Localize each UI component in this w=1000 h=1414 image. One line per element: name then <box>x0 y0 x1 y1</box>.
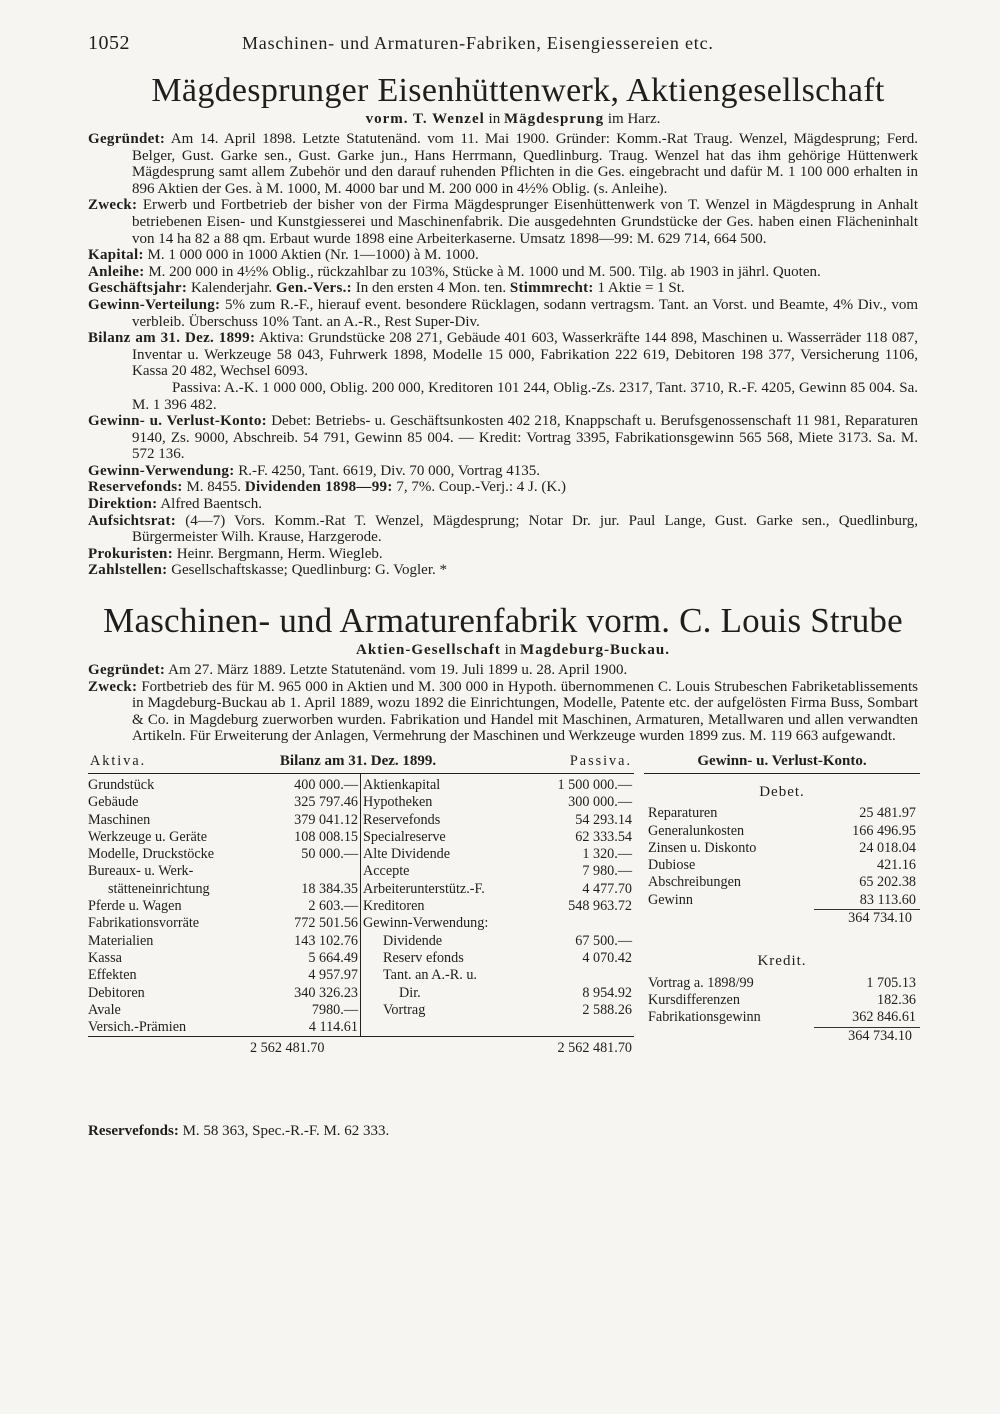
running-head <box>88 32 918 62</box>
company2-entries <box>88 662 918 745</box>
aktiva-row <box>88 881 358 898</box>
entry-label: Geschäftsjahr: <box>88 280 188 297</box>
entry-text: Heinr. Bergmann, Herm. Wiegleb. <box>176 545 383 562</box>
aktiva-row <box>88 794 358 811</box>
row-label: Kursdifferenzen <box>648 991 740 1008</box>
row-label: Accepte <box>363 863 410 880</box>
entry-label: Gewinn-Verteilung: <box>88 296 221 313</box>
entry-label: Zweck: <box>88 197 138 214</box>
row-amount: 362 846.61 <box>852 1009 916 1026</box>
passiva-row <box>363 777 632 794</box>
debet-rows <box>644 805 920 909</box>
row-label: Tant. an A.-R. u. <box>383 967 477 984</box>
row-amount: 62 333.54 <box>575 828 632 845</box>
row-label: Fabrikationsgewinn <box>648 1009 761 1026</box>
entry-text: In den ersten 4 Mon. ten. <box>355 280 507 297</box>
entry-label: Gewinn- u. Verlust-Konto: <box>88 413 267 430</box>
passiva-column <box>361 774 634 1036</box>
row-amount: 4 114.61 <box>308 1019 358 1036</box>
row-label: Materialien <box>88 932 154 949</box>
profit-loss-account <box>644 753 920 1045</box>
row-label: Kassa <box>88 949 122 966</box>
aktiva-row <box>88 777 358 794</box>
entry-text: Fortbetrieb des für M. 965 000 in Aktien und M. 300 000 in Hypoth. übernommenen C. Louis Strubeschen Fabriketablissements in Magdeburg-Buckau ab 1. April 1889, wozu 1892 die Einrichtungen, Modelle, Patente etc. der aufgelösten Firma Buss, Sombart & Co. in Magdeburg zuerworben wurden. Fabrikation und Handel mit Maschinen, Armaturen, Metallwaren und allen verwandten Artikeln. Für Erweiterung der Anlagen, Vermehrung der Maschinen und Werkzeuge wurden 1899 zus. M. 119 663 aufgewandt. <box>132 678 919 745</box>
row-amount: 25 481.97 <box>859 805 916 822</box>
row-label: Dividende <box>383 932 443 949</box>
company2-form: Aktien-Gesellschaft <box>356 642 501 659</box>
aktiva-row <box>88 863 358 880</box>
debet-total: 364 734.10 <box>814 909 920 927</box>
entry-label: Dividenden 1898—99: <box>244 479 393 496</box>
passiva-label: Passiva. <box>569 753 632 769</box>
row-label: Alte Dividende <box>363 846 451 863</box>
row-label: Bureaux- u. Werk- <box>88 863 194 880</box>
page-number: 1052 <box>88 32 130 54</box>
entry <box>88 562 918 579</box>
aktiva-row <box>88 985 358 1002</box>
balance-body <box>88 774 634 1037</box>
kredit-rows <box>644 975 920 1027</box>
row-label: Dubiose <box>648 857 696 874</box>
row-amount: 548 963.72 <box>568 898 632 915</box>
passiva-row <box>363 829 632 846</box>
row-amount: 2 603.— <box>308 898 358 915</box>
entry-label: Prokuristen: <box>88 545 173 562</box>
company1-former-name: vorm. T. Wenzel <box>365 111 485 127</box>
entry-text: 5% zum R.-F., hierauf event. besondere Rücklagen, sodann vertragsm. Tant. an Vorst. und Beamte, 4% Div., vom verbleib. Überschuss 10% Tant. an A.-R., Rest Super-Div. <box>132 296 918 330</box>
financial-tables <box>88 753 918 1113</box>
aktiva-row <box>88 1019 358 1036</box>
row-label: Effekten <box>88 967 137 984</box>
aktiva-row <box>88 1002 358 1019</box>
company1-title: Mägdesprunger Eisenhüttenwerk, Aktiengesellschaft <box>151 72 885 109</box>
balance-header <box>88 753 634 774</box>
entry-text: Gesellschaftskasse; Quedlinburg: G. Vogler. * <box>171 562 447 579</box>
kredit-label: Kredit. <box>757 953 807 970</box>
debet-row <box>644 840 920 857</box>
row-amount: 54 293.14 <box>575 811 632 828</box>
entry <box>88 463 918 480</box>
entry-label: Stimmrecht: <box>509 280 594 297</box>
debet-row <box>644 805 920 822</box>
row-label: Modelle, Druckstöcke <box>88 846 215 863</box>
entry <box>88 496 918 513</box>
passiva-row <box>363 1002 632 1019</box>
row-label: stätteneinrichtung <box>108 880 210 897</box>
reservefonds-label: Reservefonds: <box>88 1123 179 1139</box>
entry <box>88 247 918 264</box>
passiva-row <box>363 950 632 967</box>
kredit-total: 364 734.10 <box>814 1027 920 1045</box>
row-amount: 83 113.60 <box>859 891 916 908</box>
row-label: Pferde u. Wagen <box>88 898 182 915</box>
kredit-row <box>644 1009 920 1026</box>
row-amount: 18 384.35 <box>301 880 358 897</box>
row-amount: 143 102.76 <box>294 932 358 949</box>
company1-in: in <box>488 111 501 127</box>
row-amount: 5 664.49 <box>308 949 358 966</box>
debet-row <box>644 857 920 874</box>
passiva-total: 2 562 481.70 <box>557 1039 632 1056</box>
row-amount: 4 477.70 <box>582 880 632 897</box>
guv-title: Gewinn- u. Verlust-Konto. <box>644 753 920 774</box>
entry <box>88 380 918 413</box>
row-amount: 67 500.— <box>575 932 632 949</box>
kredit-row <box>644 992 920 1009</box>
row-label: Generalunkosten <box>648 822 745 839</box>
company2-place: Magdeburg-Buckau. <box>520 642 670 659</box>
running-title: Maschinen- und Armaturen-Fabriken, Eisengiessereien etc. <box>242 33 714 53</box>
entry-text: (4—7) Vors. Komm.-Rat T. Wenzel, Mägdesprung; Notar Dr. jur. Paul Lange, Gust. Garke sen., Quedlinburg, Bürgermeister Wilh. Krause, Harzgerode. <box>132 512 919 546</box>
debet-row <box>644 892 920 909</box>
aktiva-row <box>88 933 358 950</box>
passiva-row <box>363 933 632 950</box>
passiva-row <box>363 846 632 863</box>
row-label: Kreditoren <box>363 898 425 915</box>
debet-label: Debet. <box>759 784 805 800</box>
aktiva-row <box>88 950 358 967</box>
row-label: Fabrikationsvorräte <box>88 915 200 932</box>
row-label: Gewinn <box>648 891 693 908</box>
passiva-row <box>363 794 632 811</box>
row-label: Abschreibungen <box>648 874 741 891</box>
row-label: Arbeiterunterstütz.-F. <box>363 880 485 897</box>
row-amount: 4 070.42 <box>582 949 632 966</box>
entry-text: Alfred Baentsch. <box>160 496 262 513</box>
balance-title: Bilanz am 31. Dez. 1899. <box>279 753 437 769</box>
company2-title: Maschinen- und Armaturenfabrik vorm. C. Louis Strube <box>103 601 903 641</box>
row-label: Grundstück <box>88 777 155 793</box>
aktiva-total: 2 562 481.70 <box>250 1039 325 1056</box>
entry-text: Erwerb und Fortbetrieb der bisher von der Firma Mägdesprunger Eisenhüttenwerk von T. Wenzel in Mägdesprung in Anhalt betriebenen Eisen- und Kunstgiesserei und Maschinenfabrik. Die ausgedehnten Grundstücke der Ges. haben einen Flächeninhalt von 14 ha 82 a 88 qm. Erbaut wurde 1898 eine Arbeiterkaserne. Umsatz 1898—99: M. 629 714, 664 500. <box>132 197 919 247</box>
row-amount: 1 705.13 <box>866 974 916 991</box>
row-amount: 325 797.46 <box>294 794 358 811</box>
row-amount: 1 320.— <box>582 846 632 863</box>
entry-label: Anleihe: <box>88 263 145 280</box>
debet-row <box>644 874 920 891</box>
row-amount: 24 018.04 <box>859 839 916 856</box>
row-label: Vortrag a. 1898/99 <box>648 974 754 991</box>
row-amount: 400 000.— <box>294 777 358 793</box>
entry-text: Am 27. März 1889. Letzte Statutenänd. vom 19. Juli 1899 u. 28. April 1900. <box>168 662 628 679</box>
row-label: Reservefonds <box>363 811 441 828</box>
row-label: Debitoren <box>88 984 145 1001</box>
row-amount: 4 957.97 <box>308 967 358 984</box>
entry-label: Direktion: <box>88 496 158 513</box>
entry-label: Gen.-Vers.: <box>275 280 352 297</box>
aktiva-column <box>88 774 361 1036</box>
row-label: Maschinen <box>88 811 151 828</box>
entry <box>88 546 918 563</box>
company1-region: im Harz. <box>607 111 661 127</box>
passiva-row <box>363 898 632 915</box>
company2-in: in <box>504 642 517 659</box>
row-amount: 421.16 <box>876 857 916 874</box>
row-amount: 108 008.15 <box>294 828 358 845</box>
entry-label: Gegründet: <box>88 662 166 679</box>
balance-sheet <box>88 753 634 1059</box>
entry-label: Gegründet: <box>88 131 166 147</box>
company1-subtitle <box>108 110 918 129</box>
row-amount: 7 980.— <box>582 863 632 880</box>
row-amount: 300 000.— <box>568 794 632 811</box>
entry <box>88 264 918 281</box>
passiva-row <box>363 915 632 932</box>
entry-text: M. 200 000 in 4½% Oblig., rückzahlbar zu 103%, Stücke à M. 1000 und M. 500. Tilg. ab 1903 in jährl. Quoten. <box>148 263 821 280</box>
entry <box>88 513 918 546</box>
entry <box>88 297 918 330</box>
entry <box>88 679 918 745</box>
row-amount: 182.36 <box>876 991 916 1008</box>
entry <box>88 131 918 197</box>
row-label: Versich.-Prämien <box>88 1019 187 1036</box>
row-label: Hypotheken <box>363 794 433 811</box>
row-label: Werkzeuge u. Geräte <box>88 828 207 845</box>
row-label: Specialreserve <box>363 828 446 845</box>
row-label: Dir. <box>399 984 421 1001</box>
entry-text: 7, 7%. Coup.-Verj.: 4 J. (K.) <box>396 479 566 496</box>
row-label: Vortrag <box>383 1001 426 1018</box>
entry-label: Zweck: <box>88 678 138 695</box>
entry-label: Zahlstellen: <box>88 562 168 579</box>
entry-label: Reservefonds: <box>88 479 183 496</box>
entry-text: R.-F. 4250, Tant. 6619, Div. 70 000, Vortrag 4135. <box>238 462 541 479</box>
entry-label: Gewinn-Verwendung: <box>88 462 235 479</box>
entry-text: Kalenderjahr. <box>190 280 273 297</box>
company1-entries <box>88 131 918 579</box>
aktiva-row <box>88 915 358 932</box>
entry-label: Aufsichtsrat: <box>88 512 177 529</box>
row-amount: 166 496.95 <box>852 822 916 839</box>
company2-subtitle <box>108 641 918 660</box>
entry-text: Am 14. April 1898. Letzte Statutenänd. vom 11. Mai 1900. Gründer: Komm.-Rat Traug. Wenzel, Mägdesprung; Ferd. Belger, Gust. Garke sen., Gust. Garke jun., Hans Herrmann, Quedlinburg. Traug. Wenzel hat das ihm gehörige Hüttenwerk Mägdesprung samt allem Zubehör und den darauf ruhenden Pflichten in die Ges. eingebracht und dafür M. 1 100 000 erhalten in 896 Aktien der Ges. à M. 1000, M. 4000 bar und M. 200 000 in 4½% Oblig. (s. Anleihe). <box>132 131 918 197</box>
row-amount: 50 000.— <box>301 846 358 863</box>
row-amount: 1 500 000.— <box>557 777 632 793</box>
aktiva-row <box>88 812 358 829</box>
row-amount: 8 954.92 <box>582 984 632 1001</box>
aktiva-row <box>88 846 358 863</box>
row-label: Reparaturen <box>648 805 718 822</box>
reservefonds-note <box>88 1123 918 1140</box>
row-amount: 65 202.38 <box>859 874 916 891</box>
company1-place: Mägdesprung <box>503 111 605 127</box>
reservefonds-text: M. 58 363, Spec.-R.-F. M. 62 333. <box>182 1123 390 1139</box>
row-label: Zinsen u. Diskonto <box>648 839 757 856</box>
passiva-row <box>363 881 632 898</box>
passiva-row <box>363 967 632 984</box>
aktiva-row <box>88 898 358 915</box>
entry <box>88 662 918 679</box>
entry-text: Aktiva: Grundstücke 208 271, Gebäude 401 603, Wasserkräfte 144 898, Maschinen u. Wasserräder 118 087, Inventar u. Werkzeuge 58 043, Fuhrwerk 1898, Modelle 15 000, Fabrikation 222 619, Debitoren 198 377, Versicherung 1106, Kassa 20 482, Wechsel 6093. <box>132 330 918 380</box>
entry <box>88 479 918 496</box>
aktiva-row <box>88 829 358 846</box>
entry-label: Bilanz am 31. Dez. 1899: <box>88 330 256 347</box>
entry-text: M. 8455. <box>186 479 242 496</box>
kredit-row <box>644 975 920 992</box>
row-label: Reserv efonds <box>383 949 464 966</box>
debet-row <box>644 823 920 840</box>
row-amount: 7980.— <box>311 1001 358 1018</box>
entry <box>88 280 918 297</box>
entry <box>88 197 918 247</box>
passiva-row <box>363 812 632 829</box>
row-amount: 340 326.23 <box>294 984 358 1001</box>
entry-text: Passiva: A.-K. 1 000 000, Oblig. 200 000, Kreditoren 101 244, Oblig.-Zs. 2317, Tant. 3710, R.-F. 4205, Gewinn 85 004. Sa. M. 1 396 482. <box>132 379 918 413</box>
passiva-row <box>363 985 632 1002</box>
row-amount: 772 501.56 <box>294 915 358 932</box>
row-amount: 379 041.12 <box>294 811 358 828</box>
row-label: Gewinn-Verwendung: <box>363 915 489 932</box>
aktiva-row <box>88 967 358 984</box>
balance-totals <box>88 1037 634 1059</box>
entry-label: Kapital: <box>88 247 144 264</box>
entry-text: Debet: Betriebs- u. Geschäftsunkosten 402 218, Knappschaft u. Berufsgenossenschaft 11 981, Reparaturen 9140, Zs. 9000, Abschreib. 54 791, Gewinn 85 004. — Kredit: Vortrag 3395, Fabrikationsgewinn 565 568, Miete 3173. Sa. M. 572 136. <box>132 413 918 463</box>
row-label: Aktienkapital <box>363 777 441 793</box>
aktiva-label: Aktiva. <box>90 753 147 769</box>
entry-text: M. 1 000 000 in 1000 Aktien (Nr. 1—1000) à M. 1000. <box>147 247 479 264</box>
row-label: Gebäude <box>88 794 139 811</box>
row-amount: 2 588.26 <box>582 1001 632 1018</box>
passiva-row <box>363 863 632 880</box>
entry <box>88 413 918 463</box>
row-label: Avale <box>88 1001 121 1018</box>
entry-text: 1 Aktie = 1 St. <box>597 280 685 297</box>
entry <box>88 330 918 380</box>
